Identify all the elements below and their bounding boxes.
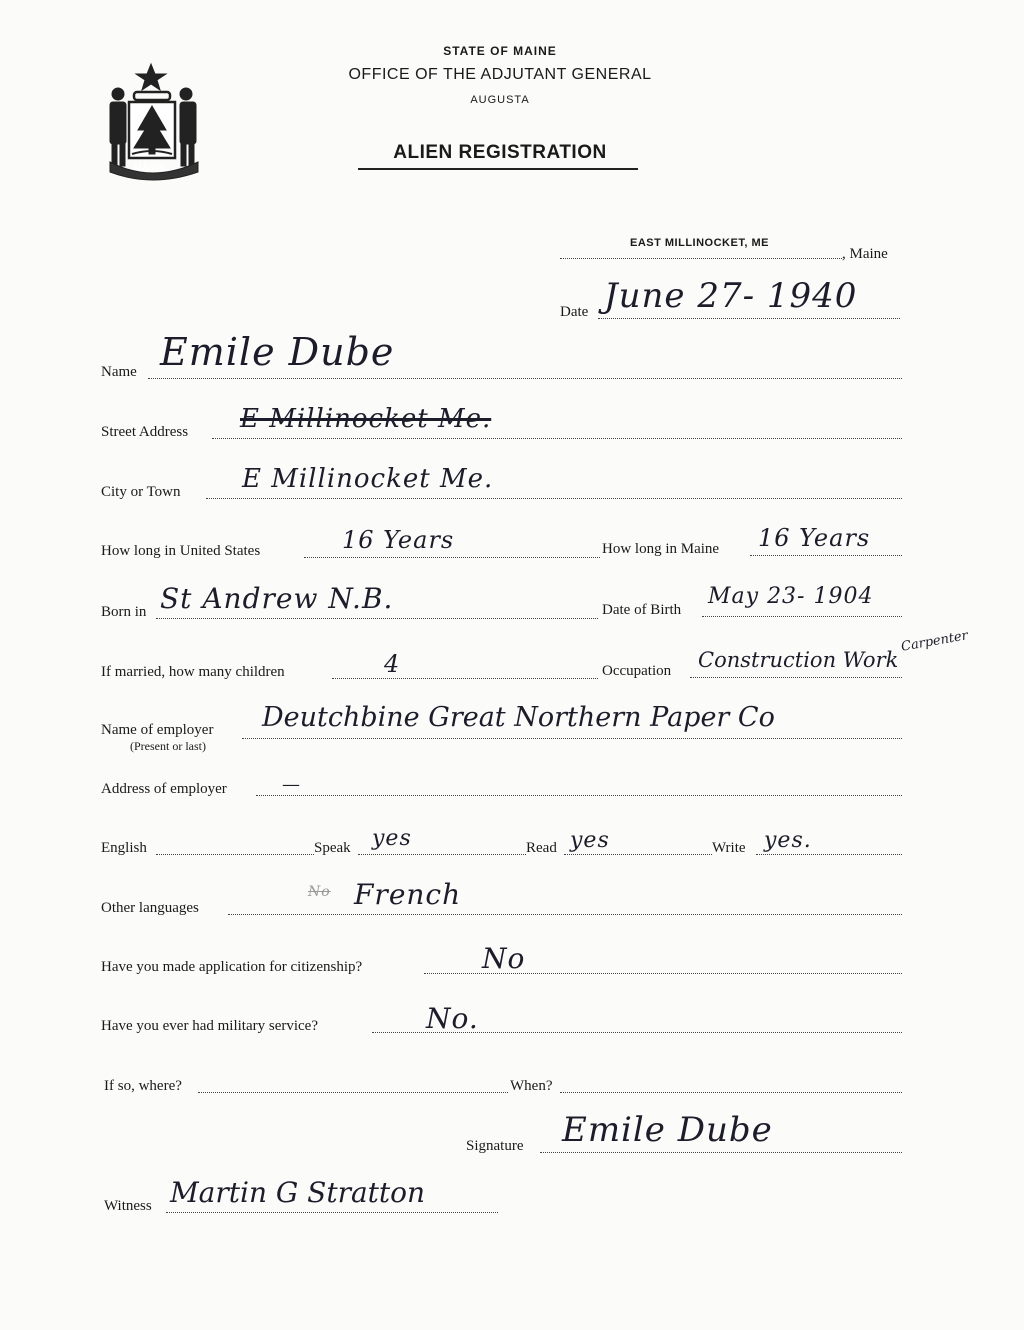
citizenship-label: Have you made application for citizenship?	[101, 959, 363, 975]
occupation-note: Carpenter	[900, 628, 970, 655]
signature-line	[540, 1152, 902, 1153]
street-line	[212, 438, 902, 439]
if-so-where-line	[198, 1092, 508, 1093]
signature-value: Emile Dube	[562, 1110, 773, 1150]
citizenship-value: No	[482, 942, 526, 975]
how-long-maine-line	[750, 555, 902, 556]
how-long-us-value: 16 Years	[342, 526, 455, 554]
witness-value: Martin G Stratton	[170, 1176, 426, 1209]
date-line	[598, 318, 900, 319]
street-label: Street Address	[101, 424, 189, 440]
read-value: yes	[570, 828, 610, 853]
speak-value: yes	[372, 826, 412, 851]
name-label: Name	[101, 364, 137, 380]
born-in-value: St Andrew N.B.	[160, 582, 394, 615]
street-value: E Millinocket Me.	[240, 404, 492, 434]
occupation-value: Construction Work	[698, 648, 899, 672]
when-label: When?	[510, 1078, 553, 1094]
children-line	[332, 678, 598, 679]
born-in-label: Born in	[101, 604, 147, 620]
born-in-line	[156, 618, 598, 619]
city-line	[206, 498, 902, 499]
when-line	[560, 1092, 902, 1093]
how-long-maine-label: How long in Maine	[602, 541, 720, 557]
other-languages-struck-value: No	[308, 884, 331, 900]
dob-line	[702, 616, 902, 617]
how-long-us-line	[304, 557, 600, 558]
state-heading: STATE OF MAINE	[443, 44, 557, 58]
employer-address-line	[256, 795, 902, 796]
write-label: Write	[712, 840, 746, 856]
seal-banner-text: MAINE	[134, 162, 166, 172]
city-label: City or Town	[101, 484, 181, 500]
employer-address-label: Address of employer	[101, 781, 227, 797]
military-value: No.	[426, 1002, 479, 1035]
how-long-us-label: How long in United States	[101, 543, 261, 559]
date-label: Date	[560, 304, 589, 320]
dob-value: May 23- 1904	[708, 584, 874, 609]
employer-label: Name of employer	[101, 722, 214, 738]
title-underline	[358, 168, 638, 170]
office-heading: OFFICE OF THE ADJUTANT GENERAL	[348, 66, 652, 83]
employer-value: Deutchbine Great Northern Paper Co	[262, 702, 775, 733]
location-line	[560, 258, 842, 259]
city-heading: AUGUSTA	[470, 94, 530, 106]
employer-address-value: —	[282, 774, 301, 795]
speak-label: Speak	[314, 840, 351, 856]
name-line	[148, 378, 902, 379]
signature-label: Signature	[466, 1138, 524, 1154]
read-line	[564, 854, 712, 855]
write-line	[756, 854, 902, 855]
employer-line	[242, 738, 902, 739]
date-value: June 27- 1940	[604, 276, 858, 316]
name-value: Emile Dube	[160, 330, 395, 374]
military-label: Have you ever had military service?	[101, 1018, 318, 1034]
if-so-where-label: If so, where?	[104, 1078, 182, 1094]
how-long-maine-value: 16 Years	[758, 524, 871, 552]
english-label: English	[101, 840, 147, 856]
speak-line	[358, 854, 526, 855]
children-value: 4	[384, 650, 401, 678]
other-languages-label: Other languages	[101, 900, 199, 916]
write-value: yes.	[764, 828, 812, 853]
other-languages-value: French	[354, 878, 462, 911]
employer-sublabel: (Present or last)	[130, 739, 206, 753]
city-value: E Millinocket Me.	[242, 464, 494, 494]
occupation-line	[690, 677, 902, 678]
occupation-label: Occupation	[602, 663, 672, 679]
other-languages-line	[228, 914, 902, 915]
dob-label: Date of Birth	[602, 602, 682, 618]
location-stamp: EAST MILLINOCKET, ME	[630, 237, 769, 249]
children-label: If married, how many children	[101, 664, 285, 680]
witness-line	[166, 1212, 498, 1213]
location-suffix: , Maine	[842, 246, 888, 262]
english-line	[156, 854, 314, 855]
witness-label: Witness	[104, 1198, 152, 1214]
page-title: ALIEN REGISTRATION	[393, 142, 607, 163]
read-label: Read	[526, 840, 557, 856]
